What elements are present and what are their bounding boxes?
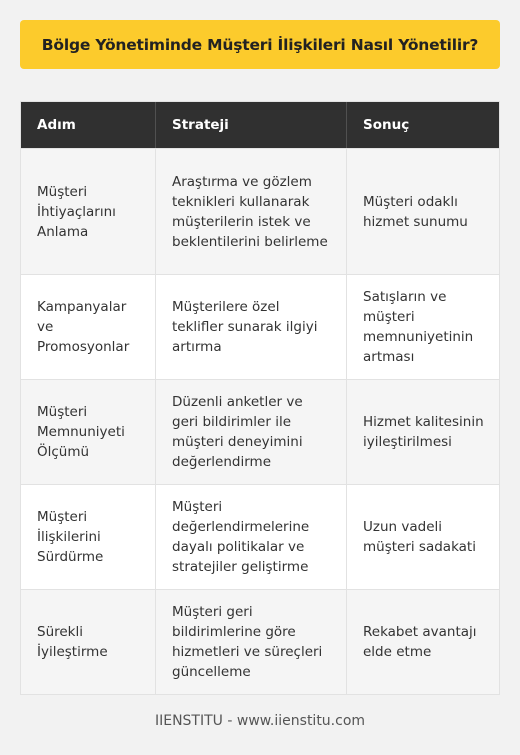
step-cell: Müşteri İhtiyaçlarını Anlama xyxy=(37,183,116,240)
result-cell: Uzun vadeli müşteri sadakati xyxy=(346,485,499,589)
step-cell: Müşteri İlişkilerini Sürdürme xyxy=(37,509,104,565)
strategy-cell: Müşteri geri bildirimlerine göre hizmetleri ve süreçleri güncelleme xyxy=(155,590,346,694)
table-header-row xyxy=(21,102,499,148)
result-cell: Hizmet kalitesinin iyileştirilmesi xyxy=(346,380,499,484)
table-row xyxy=(21,484,499,589)
strategy-cell: Müşteri değerlendirmelerine dayalı politikalar ve stratejiler geliştirme xyxy=(155,485,346,589)
table-row xyxy=(21,148,499,274)
header-step: Adım xyxy=(37,117,76,133)
table-row xyxy=(21,274,499,379)
strategy-table xyxy=(20,101,500,695)
page-title: Bölge Yönetiminde Müşteri İlişkileri Nasıl Yönetilir? xyxy=(41,35,479,54)
strategy-cell: Araştırma ve gözlem teknikleri kullanarak müşterilerin istek ve beklentilerini belirleme xyxy=(155,149,346,274)
result-cell: Müşteri odaklı hizmet sunumu xyxy=(346,149,499,274)
footer-credit: IIENSTITU - www.iienstitu.com xyxy=(154,713,366,729)
header-result: Sonuç xyxy=(346,102,499,148)
title-banner xyxy=(20,20,500,69)
strategy-cell: Müşterilere özel teklifler sunarak ilgiyi artırma xyxy=(155,275,346,379)
table-row xyxy=(21,379,499,484)
step-cell: Sürekli İyileştirme xyxy=(37,624,108,660)
result-cell: Satışların ve müşteri memnuniyetinin artması xyxy=(346,275,499,379)
step-cell: Kampanyalar ve Promosyonlar xyxy=(37,299,130,355)
strategy-cell: Düzenli anketler ve geri bildirimler ile müşteri deneyimini değerlendirme xyxy=(155,380,346,484)
header-strategy: Strateji xyxy=(155,102,346,148)
result-cell: Rekabet avantajı elde etme xyxy=(346,590,499,694)
step-cell: Müşteri Memnuniyeti Ölçümü xyxy=(37,404,125,460)
table-row xyxy=(21,589,499,694)
